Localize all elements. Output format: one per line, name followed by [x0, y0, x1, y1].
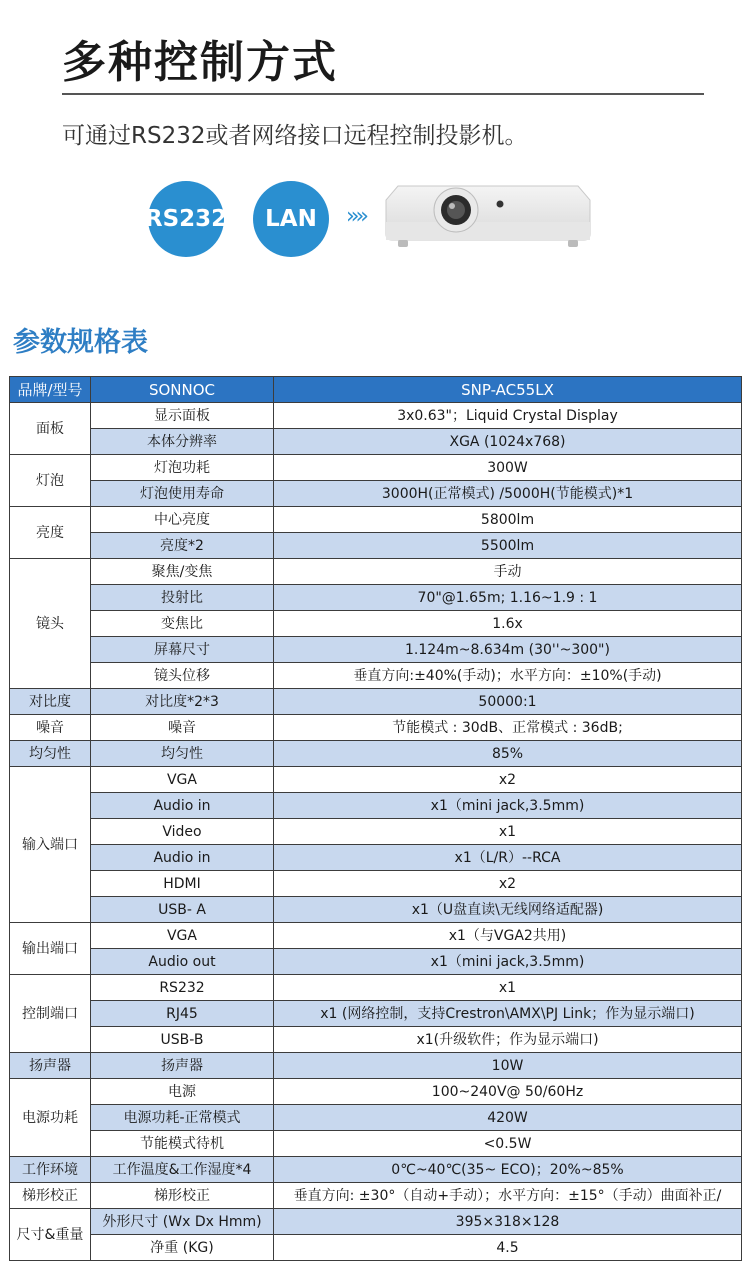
spec-category: 面板 [10, 403, 91, 455]
spec-param: 外形尺寸 (Wx Dx Hmm) [91, 1209, 274, 1235]
spec-value: x2 [274, 871, 742, 897]
spec-param: 净重 (KG) [91, 1235, 274, 1261]
table-row [10, 1001, 742, 1027]
spec-table [9, 376, 742, 1261]
spec-param: 显示面板 [91, 403, 274, 429]
spec-value: 420W [274, 1105, 742, 1131]
spec-param: 亮度*2 [91, 533, 274, 559]
spec-param: 扬声器 [91, 1053, 274, 1079]
rs232-badge: RS232 [148, 181, 224, 257]
spec-param: 电源 [91, 1079, 274, 1105]
spec-value: 5500lm [274, 533, 742, 559]
spec-param: VGA [91, 767, 274, 793]
spec-param: VGA [91, 923, 274, 949]
spec-category: 灯泡 [10, 455, 91, 507]
spec-param: Audio in [91, 845, 274, 871]
table-row [10, 1027, 742, 1053]
spec-value: 50000:1 [274, 689, 742, 715]
spec-param: 工作温度&工作湿度*4 [91, 1157, 274, 1183]
spec-value: x1（L/R）--RCA [274, 845, 742, 871]
spec-value: XGA (1024x768) [274, 429, 742, 455]
table-row [10, 741, 742, 767]
spec-value: 3x0.63"；Liquid Crystal Display [274, 403, 742, 429]
spec-value: 节能模式 : 30dB、正常模式 : 36dB; [274, 715, 742, 741]
spec-table-title: 参数规格表 [13, 327, 148, 358]
spec-value: x2 [274, 767, 742, 793]
spec-param: HDMI [91, 871, 274, 897]
spec-value: 0℃~40℃(35~ ECO)；20%~85% [274, 1157, 742, 1183]
spec-param: Audio in [91, 793, 274, 819]
spec-param: 噪音 [91, 715, 274, 741]
table-row [10, 1235, 742, 1261]
table-row [10, 819, 742, 845]
spec-category: 输入端口 [10, 767, 91, 923]
spec-param: 本体分辨率 [91, 429, 274, 455]
spec-value: x1 [274, 975, 742, 1001]
spec-value: x1（与VGA2共用) [274, 923, 742, 949]
spec-value: 300W [274, 455, 742, 481]
table-row [10, 897, 742, 923]
spec-category: 扬声器 [10, 1053, 91, 1079]
table-row [10, 663, 742, 689]
spec-category: 控制端口 [10, 975, 91, 1053]
spec-param: USB- A [91, 897, 274, 923]
spec-value: 1.124m~8.634m (30''~300") [274, 637, 742, 663]
spec-category: 镜头 [10, 559, 91, 689]
table-row [10, 923, 742, 949]
spec-param: RJ45 [91, 1001, 274, 1027]
table-row [10, 429, 742, 455]
spec-value: x1 (网络控制，支持Crestron\AMX\PJ Link；作为显示端口) [274, 1001, 742, 1027]
spec-param: 节能模式待机 [91, 1131, 274, 1157]
table-row [10, 585, 742, 611]
spec-value: 3000H(正常模式) /5000H(节能模式)*1 [274, 481, 742, 507]
table-row [10, 1131, 742, 1157]
table-row [10, 871, 742, 897]
table-row [10, 533, 742, 559]
spec-param: 中心亮度 [91, 507, 274, 533]
brand-label: 品牌/型号 [10, 377, 91, 403]
spec-param: 镜头位移 [91, 663, 274, 689]
table-row [10, 689, 742, 715]
spec-category: 噪音 [10, 715, 91, 741]
spec-value: 10W [274, 1053, 742, 1079]
table-row [10, 559, 742, 585]
spec-param: Audio out [91, 949, 274, 975]
spec-value: x1(升级软件；作为显示端口) [274, 1027, 742, 1053]
spec-value: 垂直方向: ±30°（自动+手动）；水平方向：±15°（手动）曲面补正/ [274, 1183, 742, 1209]
spec-value: 5800lm [274, 507, 742, 533]
spec-category: 输出端口 [10, 923, 91, 975]
spec-value: 395×318×128 [274, 1209, 742, 1235]
spec-header-row [10, 377, 742, 403]
spec-value: x1（mini jack,3.5mm) [274, 949, 742, 975]
model-name: SNP-AC55LX [274, 377, 742, 403]
spec-param: USB-B [91, 1027, 274, 1053]
spec-value: x1（mini jack,3.5mm) [274, 793, 742, 819]
spec-value: 70"@1.65m; 1.16~1.9 : 1 [274, 585, 742, 611]
spec-value: x1 [274, 819, 742, 845]
spec-value: 4.5 [274, 1235, 742, 1261]
spec-value: 1.6x [274, 611, 742, 637]
spec-param: 屏幕尺寸 [91, 637, 274, 663]
double-chevron-right-icon: »» [346, 204, 365, 229]
spec-value: 100~240V@ 50/60Hz [274, 1079, 742, 1105]
spec-category: 梯形校正 [10, 1183, 91, 1209]
table-row [10, 1183, 742, 1209]
title-divider [62, 93, 704, 95]
page-subtitle: 可通过RS232或者网络接口远程控制投影机。 [62, 123, 528, 149]
spec-param: 变焦比 [91, 611, 274, 637]
spec-param: 灯泡使用寿命 [91, 481, 274, 507]
table-row [10, 481, 742, 507]
spec-param: RS232 [91, 975, 274, 1001]
spec-value: 85% [274, 741, 742, 767]
spec-value: 垂直方向:±40%(手动)；水平方向：±10%(手动) [274, 663, 742, 689]
table-row [10, 767, 742, 793]
spec-param: 灯泡功耗 [91, 455, 274, 481]
table-row [10, 1209, 742, 1235]
table-row [10, 793, 742, 819]
table-row [10, 455, 742, 481]
spec-category: 对比度 [10, 689, 91, 715]
spec-category: 均匀性 [10, 741, 91, 767]
table-row [10, 611, 742, 637]
table-row [10, 1079, 742, 1105]
spec-value: x1（U盘直读\无线网络适配器) [274, 897, 742, 923]
table-row [10, 637, 742, 663]
spec-category: 亮度 [10, 507, 91, 559]
spec-param: 对比度*2*3 [91, 689, 274, 715]
spec-category: 电源功耗 [10, 1079, 91, 1157]
spec-value: <0.5W [274, 1131, 742, 1157]
spec-param: 梯形校正 [91, 1183, 274, 1209]
spec-param: 电源功耗-正常模式 [91, 1105, 274, 1131]
table-row [10, 845, 742, 871]
spec-param: Video [91, 819, 274, 845]
lan-badge: LAN [253, 181, 329, 257]
table-row [10, 715, 742, 741]
spec-category: 工作环境 [10, 1157, 91, 1183]
page-title: 多种控制方式 [62, 37, 338, 88]
spec-param: 均匀性 [91, 741, 274, 767]
table-row [10, 1053, 742, 1079]
spec-param: 投射比 [91, 585, 274, 611]
table-row [10, 949, 742, 975]
table-row [10, 975, 742, 1001]
spec-value: 手动 [274, 559, 742, 585]
spec-category: 尺寸&重量 [10, 1209, 91, 1261]
table-row [10, 507, 742, 533]
spec-param: 聚焦/变焦 [91, 559, 274, 585]
table-row [10, 1105, 742, 1131]
table-row [10, 403, 742, 429]
table-row [10, 1157, 742, 1183]
brand-name: SONNOC [91, 377, 274, 403]
projector-image [384, 182, 592, 252]
